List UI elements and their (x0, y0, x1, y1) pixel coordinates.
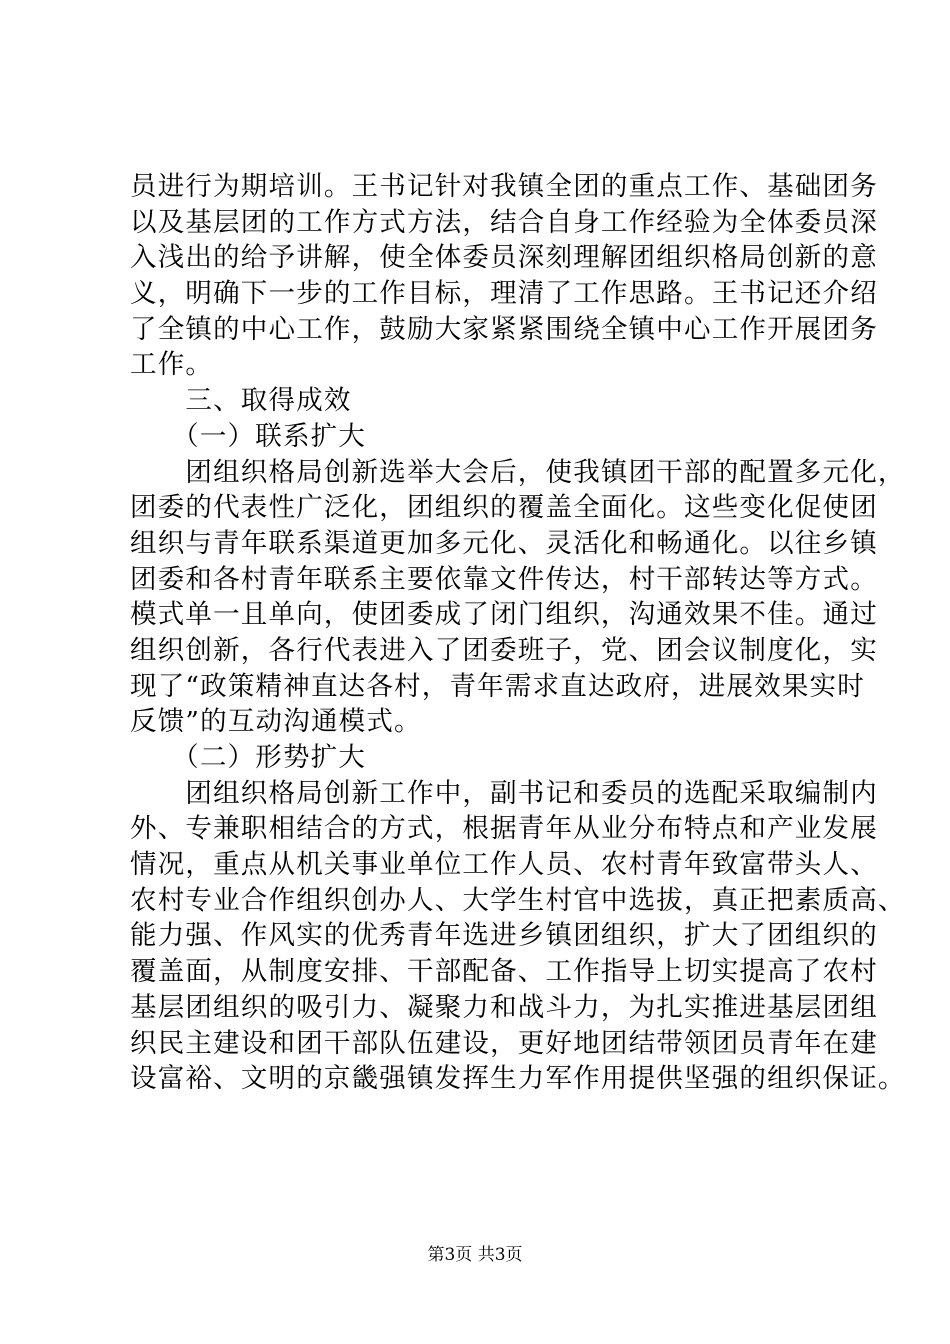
body-line: 组织创新，各行代表进入了团委班子，党、团会议制度化，实 (130, 634, 878, 666)
body-line: 入浅出的给予讲解，使全体委员深刻理解团组织格局创新的意 (130, 242, 878, 274)
body-line: 外、专兼职相结合的方式，根据青年从业分布特点和产业发展 (130, 813, 878, 845)
document-body (130, 169, 906, 1097)
section-heading: 三、取得成效 (130, 385, 352, 417)
body-line: 了全镇的中心工作，鼓励大家紧紧围绕全镇中心工作开展团务 (130, 313, 878, 345)
body-line: 覆盖面，从制度安排、干部配备、工作指导上切实提高了农村 (130, 956, 878, 988)
body-line: 基层团组织的吸引力、凝聚力和战斗力，为扎实推进基层团组 (130, 991, 878, 1023)
page-number-footer: 第3页 共3页 (427, 1245, 523, 1265)
body-line: 以及基层团的工作方式方法，结合自身工作经验为全体委员深 (130, 206, 878, 238)
body-line: 组织与青年联系渠道更加多元化、灵活化和畅通化。以往乡镇 (130, 527, 878, 559)
body-line: 员进行为期培训。王书记针对我镇全团的重点工作、基础团务 (130, 171, 878, 202)
body-line: 情况，重点从机关事业单位工作人员、农村青年致富带头人、 (130, 849, 878, 881)
body-line: 反馈”的互动沟通模式。 (130, 706, 422, 738)
body-line: 模式单一且单向，使团委成了闭门组织，沟通效果不佳。通过 (130, 599, 878, 631)
body-line: 团组织格局创新工作中，副书记和委员的选配采取编制内 (130, 777, 878, 809)
subsection-heading: （一）联系扩大 (130, 420, 367, 452)
body-line: 现了“政策精神直达各村，青年需求直达政府，进展效果实时 (130, 670, 865, 702)
body-line: 能力强、作风实的优秀青年选进乡镇团组织，扩大了团组织的 (130, 920, 878, 952)
body-line: 团委和各村青年联系主要依靠文件传达，村干部转达等方式。 (130, 563, 878, 595)
body-line: 团组织格局创新选举大会后，使我镇团干部的配置多元化， (130, 456, 906, 488)
body-line: 设富裕、文明的京畿强镇发挥生力军作用提供坚强的组织保证。 (130, 1063, 906, 1095)
body-line: 织民主建设和团干部队伍建设，更好地团结带领团员青年在建 (130, 1027, 878, 1059)
subsection-heading: （二）形势扩大 (130, 742, 367, 773)
body-line: 义，明确下一步的工作目标，理清了工作思路。王书记还介绍 (130, 278, 878, 310)
body-line: 团委的代表性广泛化，团组织的覆盖全面化。这些变化促使团 (130, 492, 878, 524)
body-line: 工作。 (130, 349, 214, 381)
body-line: 农村专业合作组织创办人、大学生村官中选拔，真正把素质高、 (130, 884, 906, 916)
